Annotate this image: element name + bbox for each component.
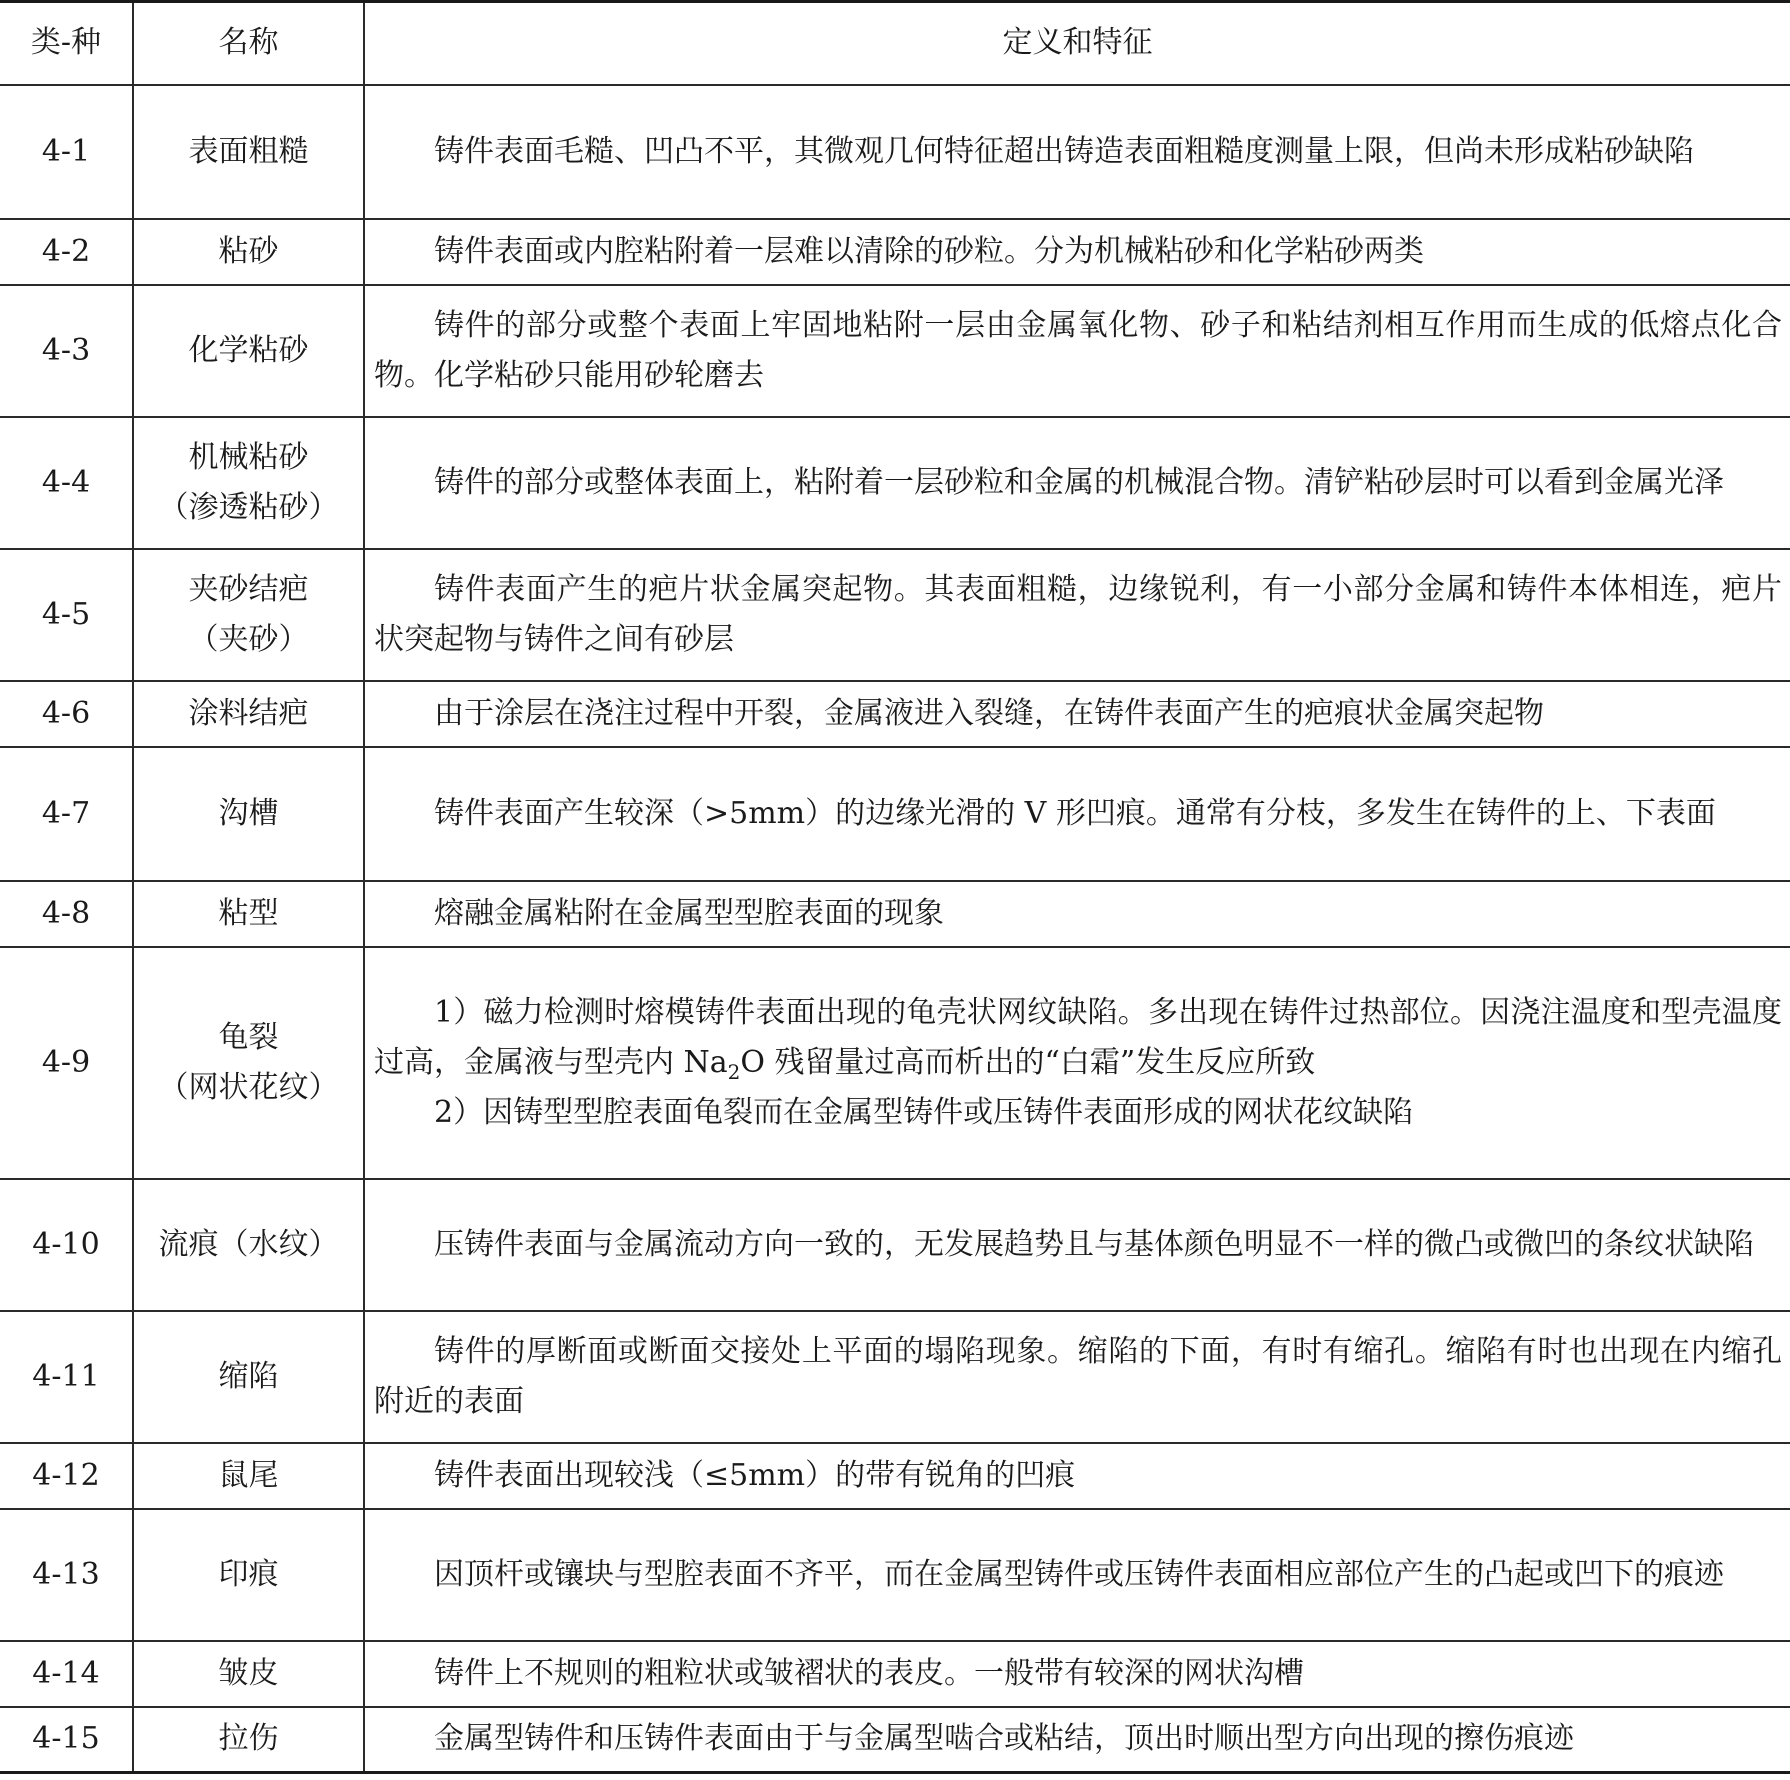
row-code: 4-1: [0, 85, 133, 219]
row-name: 粘砂: [133, 219, 364, 285]
header-code: 类-种: [0, 2, 133, 85]
row-name: 鼠尾: [133, 1443, 364, 1509]
row-name: 化学粘砂: [133, 285, 364, 417]
row-definition: 金属型铸件和压铸件表面由于与金属型啮合或粘结，顶出时顺出型方向出现的擦伤痕迹: [364, 1707, 1790, 1773]
table-row: [0, 1641, 1790, 1707]
table-row: [0, 285, 1790, 417]
table-row: [0, 681, 1790, 747]
row-code: 4-11: [0, 1311, 133, 1443]
header-name: 名称: [133, 2, 364, 85]
row-code: 4-5: [0, 549, 133, 681]
row-code: 4-12: [0, 1443, 133, 1509]
row-definition: 铸件的厚断面或断面交接处上平面的塌陷现象。缩陷的下面，有时有缩孔。缩陷有时也出现在内缩孔附近的表面: [364, 1311, 1790, 1443]
row-code: 4-9: [0, 947, 133, 1179]
row-name: 表面粗糙: [133, 85, 364, 219]
row-code: 4-6: [0, 681, 133, 747]
table-row: [0, 549, 1790, 681]
row-name-cell: [133, 417, 364, 549]
row-definition: 铸件表面产生较深（>5mm）的边缘光滑的 V 形凹痕。通常有分枝，多发生在铸件的上、下表面: [364, 747, 1790, 881]
row-code: 4-3: [0, 285, 133, 417]
table-row: [0, 1509, 1790, 1641]
row-name: 流痕（水纹）: [133, 1179, 364, 1311]
row-name-alias: （网状花纹）: [158, 1069, 339, 1105]
table-row: [0, 219, 1790, 285]
row-name: 缩陷: [133, 1311, 364, 1443]
row-definition: 因顶杆或镶块与型腔表面不齐平，而在金属型铸件或压铸件表面相应部位产生的凸起或凹下的痕迹: [364, 1509, 1790, 1641]
row-name: 夹砂结疤: [188, 571, 309, 607]
row-name-cell: [133, 947, 364, 1179]
row-code: 4-10: [0, 1179, 133, 1311]
row-name-alias: （渗透粘砂）: [158, 489, 339, 525]
row-code: 4-13: [0, 1509, 133, 1641]
row-name-cell: [133, 549, 364, 681]
row-name-alias: （夹砂）: [188, 621, 309, 657]
row-code: 4-8: [0, 881, 133, 947]
row-definition: 铸件表面毛糙、凹凸不平，其微观几何特征超出铸造表面粗糙度测量上限，但尚未形成粘砂缺陷: [364, 85, 1790, 219]
table-row: [0, 881, 1790, 947]
table-row: [0, 1311, 1790, 1443]
row-definition: 铸件表面出现较浅（≤5mm）的带有锐角的凹痕: [364, 1443, 1790, 1509]
row-name: 印痕: [133, 1509, 364, 1641]
row-definition: 由于涂层在浇注过程中开裂，金属液进入裂缝，在铸件表面产生的疤痕状金属突起物: [364, 681, 1790, 747]
row-name: 涂料结疤: [133, 681, 364, 747]
row-code: 4-2: [0, 219, 133, 285]
row-code: 4-15: [0, 1707, 133, 1773]
row-definition: 铸件的部分或整个表面上牢固地粘附一层由金属氧化物、砂子和粘结剂相互作用而生成的低熔点化合物。化学粘砂只能用砂轮磨去: [364, 285, 1790, 417]
row-name: 沟槽: [133, 747, 364, 881]
row-code: 4-4: [0, 417, 133, 549]
table-row: [0, 1443, 1790, 1509]
row-definition: 铸件表面产生的疤片状金属突起物。其表面粗糙，边缘锐利，有一小部分金属和铸件本体相连，疤片状突起物与铸件之间有砂层: [364, 549, 1790, 681]
row-code: 4-7: [0, 747, 133, 881]
row-definition: 铸件的部分或整体表面上，粘附着一层砂粒和金属的机械混合物。清铲粘砂层时可以看到金属光泽: [364, 417, 1790, 549]
header-definition: 定义和特征: [364, 2, 1790, 85]
row-code: 4-14: [0, 1641, 133, 1707]
table-row: [0, 85, 1790, 219]
table-row: [0, 747, 1790, 881]
table-row: [0, 1707, 1790, 1773]
table-row: [0, 1179, 1790, 1311]
table-row: [0, 947, 1790, 1179]
row-name: 机械粘砂: [188, 439, 309, 475]
table-row: [0, 417, 1790, 549]
definition-item-2: 2）因铸型型腔表面龟裂而在金属型铸件或压铸件表面形成的网状花纹缺陷: [434, 1094, 1414, 1130]
row-definition: 压铸件表面与金属流动方向一致的，无发展趋势且与基体颜色明显不一样的微凸或微凹的条纹状缺陷: [364, 1179, 1790, 1311]
row-name: 皱皮: [133, 1641, 364, 1707]
row-definition: [364, 947, 1790, 1179]
row-name: 拉伤: [133, 1707, 364, 1773]
row-name: 粘型: [133, 881, 364, 947]
row-definition: 熔融金属粘附在金属型型腔表面的现象: [364, 881, 1790, 947]
row-definition: 铸件表面或内腔粘附着一层难以清除的砂粒。分为机械粘砂和化学粘砂两类: [364, 219, 1790, 285]
row-name: 龟裂: [218, 1019, 279, 1055]
row-definition: 铸件上不规则的粗粒状或皱褶状的表皮。一般带有较深的网状沟槽: [364, 1641, 1790, 1707]
definition-item-1: 1）磁力检测时熔模铸件表面出现的龟壳状网纹缺陷。多出现在铸件过热部位。因浇注温度和型壳温度过高，金属液与型壳内 $Na_2O$ 残留量过高而析出的“白霜”发生反应所致: [374, 994, 1782, 1084]
table-header-row: [0, 2, 1790, 85]
